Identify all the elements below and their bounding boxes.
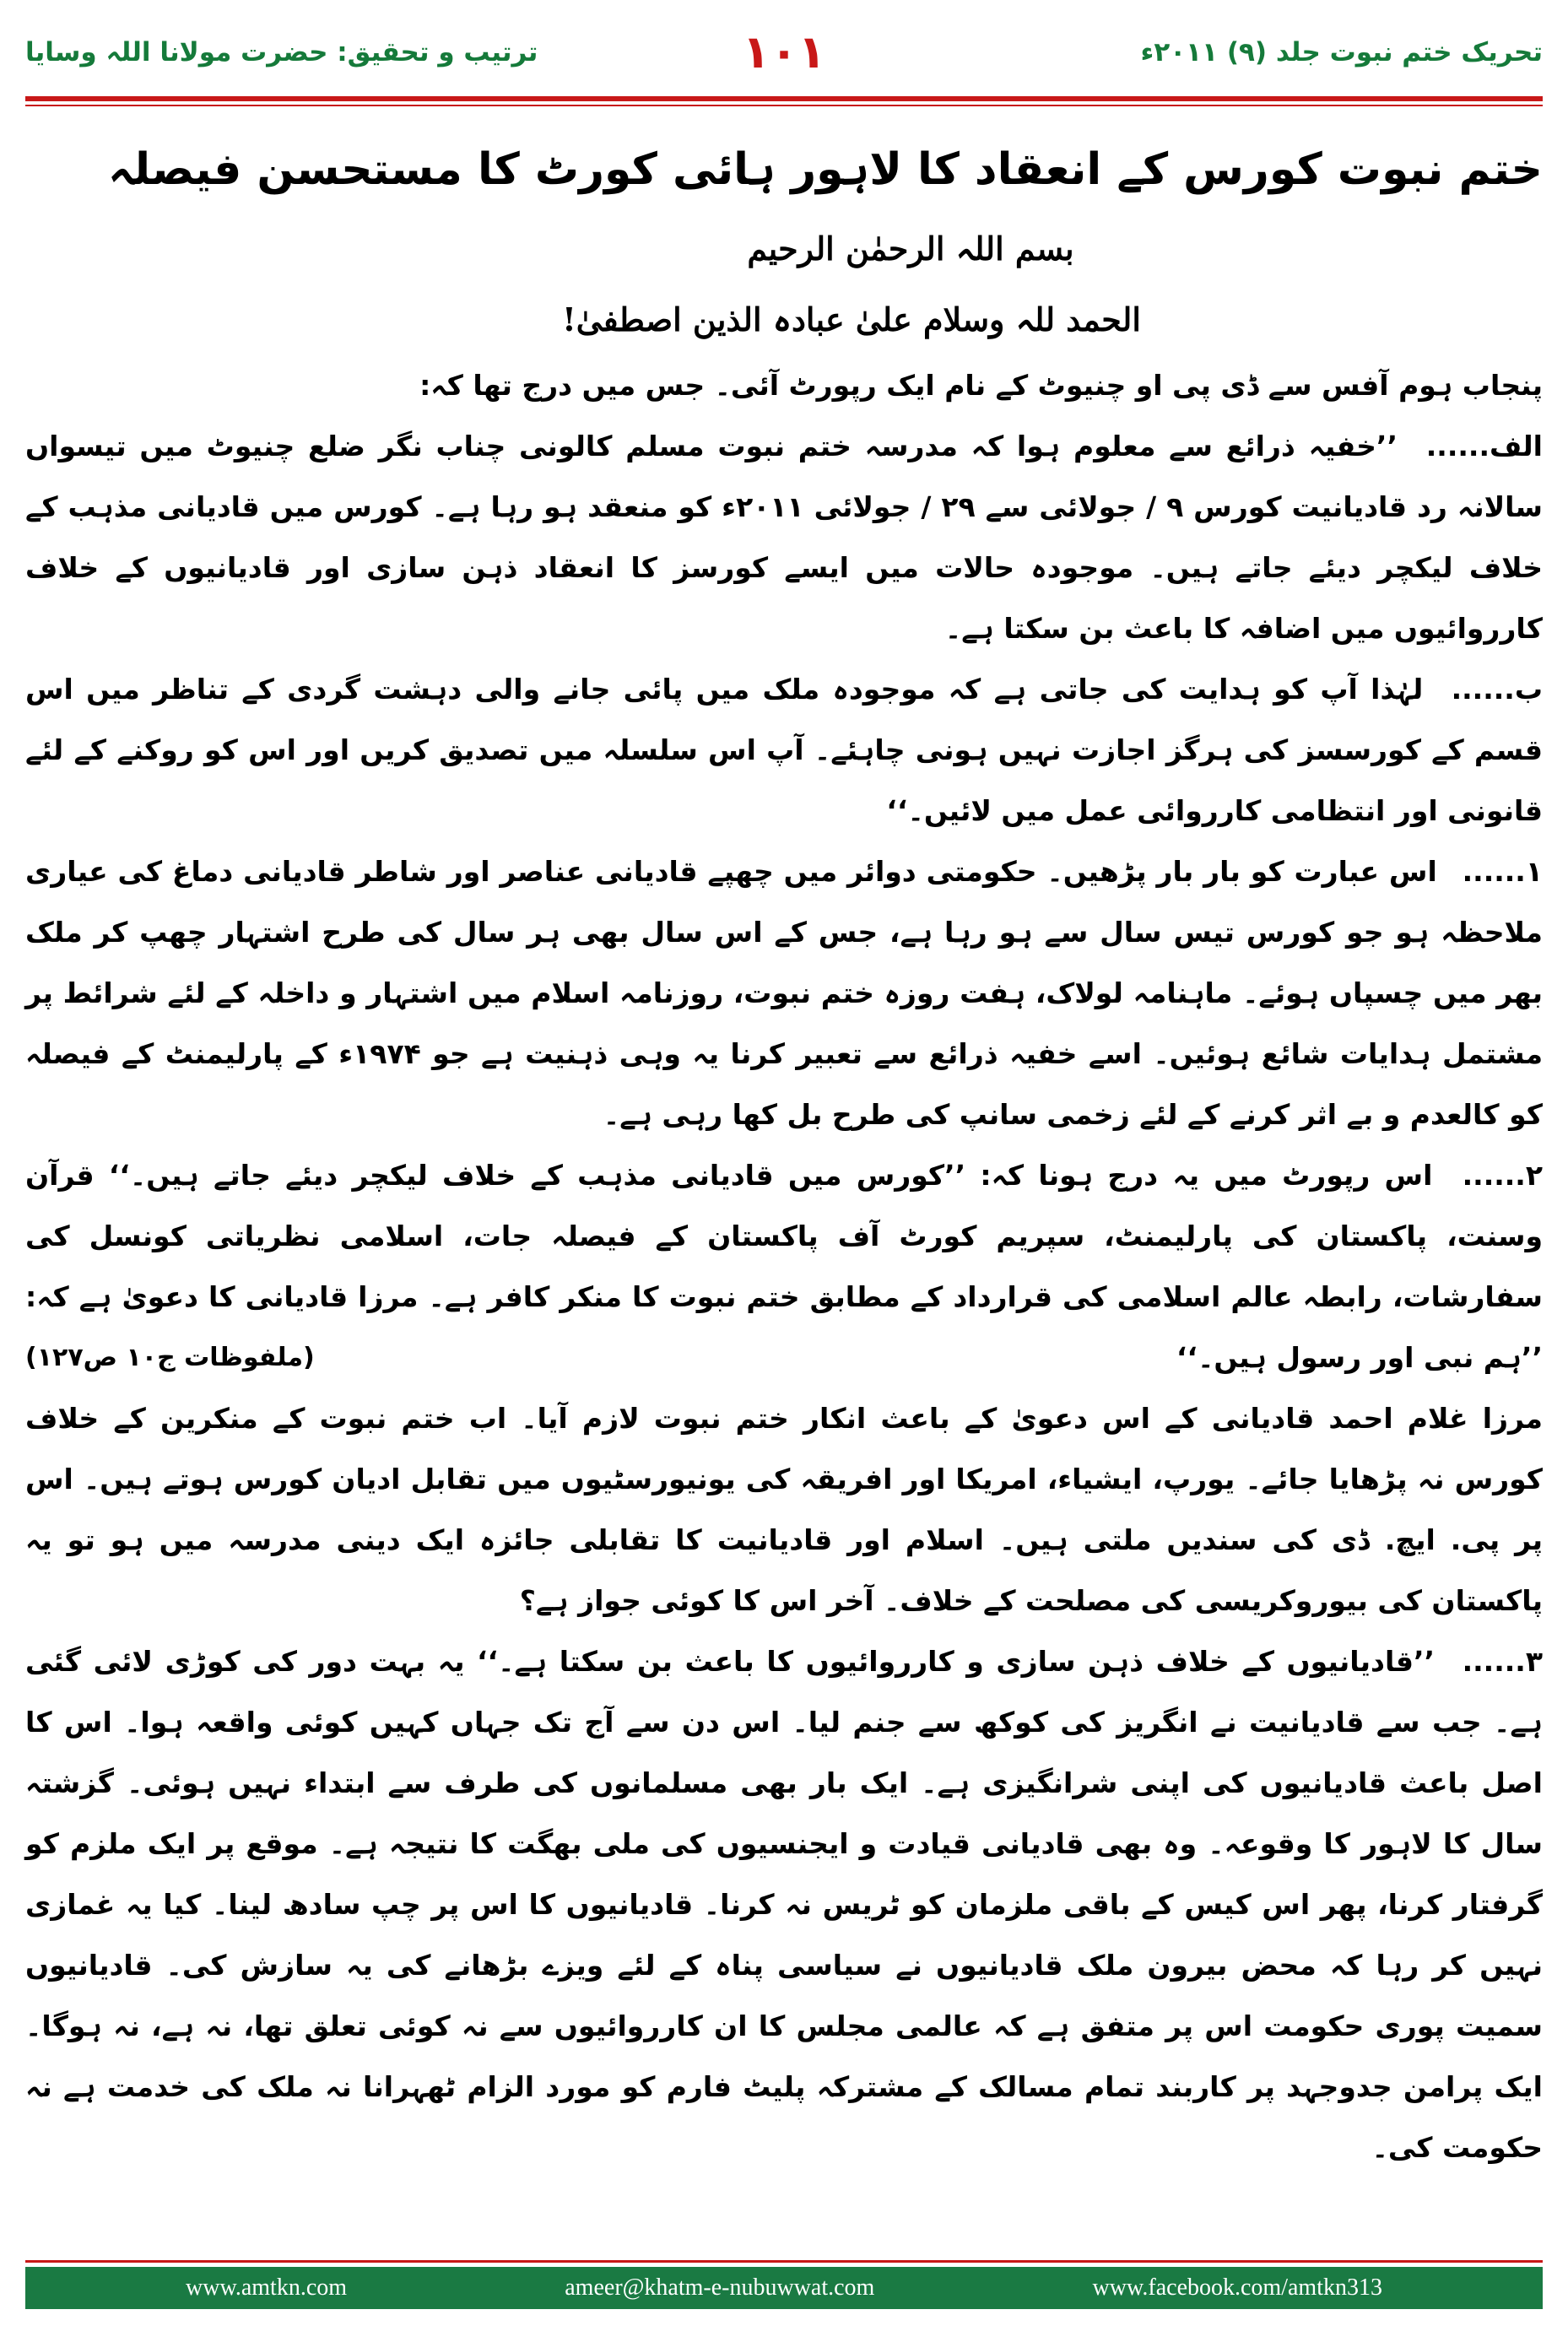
paragraph-1 [25,841,1543,1145]
intro-paragraph: پنجاب ہوم آفس سے ڈی پی او چنیوٹ کے نام ایک رپورٹ آئی۔ جس میں درج تھا کہ: [419,369,1543,402]
page-header [25,25,1543,93]
paragraph-text: لہٰذا آپ کو ہدایت کی جاتی ہے کہ موجودہ ملک میں پائی جانے والی دہشت گردی کے تناظر میں اس قسم کے کورسسز کی ہرگز اجازت نہیں ہونی چاہئے۔ آپ اس سلسلہ میں تصدیق کریں اور اس کو روکنے کے لئے قانونی اور انتظامی کارروائی عمل میں لائیں۔‘‘ [25,673,1543,827]
page-footer [25,2267,1543,2309]
series-title: تحریک ختم نبوت جلد (۹) ۲۰۱۱ء [1140,37,1543,68]
footer-rule [25,2260,1543,2263]
hamd-line: الحمد للہ وسلام علیٰ عبادہ الذین اصطفیٰ! [562,300,1141,338]
paragraph-text: اس رپورٹ میں یہ درج ہونا کہ: ’’کورس میں قادیانی مذہب کے خلاف لیکچر دیئے جاتے ہیں۔‘‘ قرآن وسنت، پاکستان کی پارلیمنٹ، سپریم کورٹ آف پاکستان کے فیصلہ جات، اسلامی نظریاتی کونسل کی سفارشات، رابطہ عالم اسلامی کی قرارداد کے مطابق ختم نبوت کا منکر کافر ہے۔ مرزا قادیانی کا دعویٰ ہے کہ: ’’ہم نبی اور رسول ہیں۔‘‘ [25,1159,1543,1374]
header-rule-thin [25,105,1543,106]
header-rule-thick [25,96,1543,101]
facebook-link[interactable]: www.facebook.com/amtkn313 [1092,2274,1382,2301]
bismillah: بسم اللہ الرحمٰن الرحیم [747,230,1074,268]
website-link[interactable]: www.amtkn.com [186,2274,348,2301]
paragraph-be [25,659,1543,841]
paragraph-2-continued: مرزا غلام احمد قادیانی کے اس دعویٰ کے باعث انکار ختم نبوت لازم آیا۔ اب ختم نبوت کے منکرین کے خلاف کورس نہ پڑھایا جائے۔ یورپ، ایشیاء، امریکا اور افریقہ کی یونیورسٹیوں میں تقابل ادیان کورس ہوتے ہیں۔ اس پر پی. ایچ. ڈی کی سندیں ملتی ہیں۔ اسلام اور قادیانیت کا تقابلی جائزہ ایک دینی مدرسہ میں ہو تو یہ پاکستان کی بیوروکریسی کی مصلحت کے خلاف۔ آخر اس کا کوئی جواز ہے؟ [25,1402,1543,1617]
paragraph-marker: ب...... [1451,673,1543,706]
email-link[interactable]: ameer@khatm-e-nubuwwat.com [565,2274,875,2301]
article-title: ختم نبوت کورس کے انعقاد کا لاہور ہائی کورٹ کا مستحسن فیصلہ [108,144,1543,195]
paragraph-2 [25,1145,1543,1388]
paragraph-text: ’’قادیانیوں کے خلاف ذہن سازی و کارروائیوں کا باعث بن سکتا ہے۔‘‘ یہ بہت دور کی کوڑی لائی گئی ہے۔ جب سے قادیانیت نے انگریز کی کوکھ سے جنم لیا۔ اس دن سے آج تک جہاں کہیں کوئی واقعہ ہوا۔ اس کا اصل باعث قادیانیوں کی اپنی شرانگیزی ہے۔ ایک بار بھی مسلمانوں کی طرف سے ابتداء نہیں ہوئی۔ گزشتہ سال کا لاہور کا وقوعہ۔ وہ بھی قادیانی قیادت و ایجنسیوں کی ملی بھگت کا نتیجہ ہے۔ موقع پر ایک ملزم کو گرفتار کرنا، پھر اس کیس کے باقی ملزمان کو ٹریس نہ کرنا۔ قادیانیوں کا اس پر چپ سادھ لینا۔ کیا یہ غمازی نہیں کر رہا کہ محض بیرون ملک قادیانیوں نے سیاسی پناہ کے لئے ویزے بڑھانے کی یہ سازش کی۔ قادیانیوں سمیت پوری حکومت اس پر متفق ہے کہ عالمی مجلس کا ان کارروائیوں سے نہ کوئی تعلق تھا، نہ ہے، نہ ہوگا۔ ایک پرامن جدوجہد پر کاربند تمام مسالک کے مشترکہ پلیٹ فارم کو مورد الزام ٹھہرانا نہ ملک کی خدمت ہے نہ حکومت کی۔ [25,1645,1543,2164]
paragraph-text: اس عبارت کو بار بار پڑھیں۔ حکومتی دوائر میں چھپے قادیانی عناصر اور شاطر قادیانی دماغ کی عیاری ملاحظہ ہو جو کورس تیس سال سے ہو رہا ہے، جس کے اس سال بھی ہر سال کی طرح اشتہار چھپ کر ملک بھر میں چسپاں ہوئے۔ ماہنامہ لولاک، ہفت روزہ ختم نبوت، روزنامہ اسلام میں اشتہار و داخلہ کے لئے شرائط پر مشتمل ہدایات شائع ہوئیں۔ اسے خفیہ ذرائع سے تعبیر کرنا یہ وہی ذہنیت ہے جو ۱۹۷۴ء کے پارلیمنٹ کے فیصلہ کو کالعدم و بے اثر کرنے کے لئے زخمی سانپ کی طرح بل کھا رہی ہے۔ [25,855,1544,1131]
paragraph-marker: ۲...... [1462,1159,1543,1192]
article-body [25,131,1543,2178]
citation-reference: (ملفوظات ج۱۰ ص۱۲۷) [25,1343,315,1372]
paragraph-alif [25,416,1543,659]
paragraph-marker: الف...... [1425,430,1543,462]
compiler-credit: ترتیب و تحقیق: حضرت مولانا اللہ وسایا [25,37,538,68]
paragraph-text: ’’خفیہ ذرائع سے معلوم ہوا کہ مدرسہ ختم نبوت مسلم کالونی چناب نگر ضلع چنیوٹ میں تیسواں سالانہ رد قادیانیت کورس ۹ / جولائی سے ۲۹ / جولائی ۲۰۱۱ء کو منعقد ہو رہا ہے۔ کورس میں قادیانی مذہب کے خلاف لیکچر دیئے جاتے ہیں۔ موجودہ حالات میں ایسے کورسز کا انعقاد ذہن سازی اور قادیانیوں کے خلاف کارروائیوں میں اضافہ کا باعث بن سکتا ہے۔ [25,430,1543,645]
paragraph-3 [25,1631,1543,2178]
paragraph-marker: ۱...... [1462,855,1543,888]
paragraph-marker: ۳...... [1462,1645,1543,1678]
page-number: ۱۰۱ [742,25,826,78]
